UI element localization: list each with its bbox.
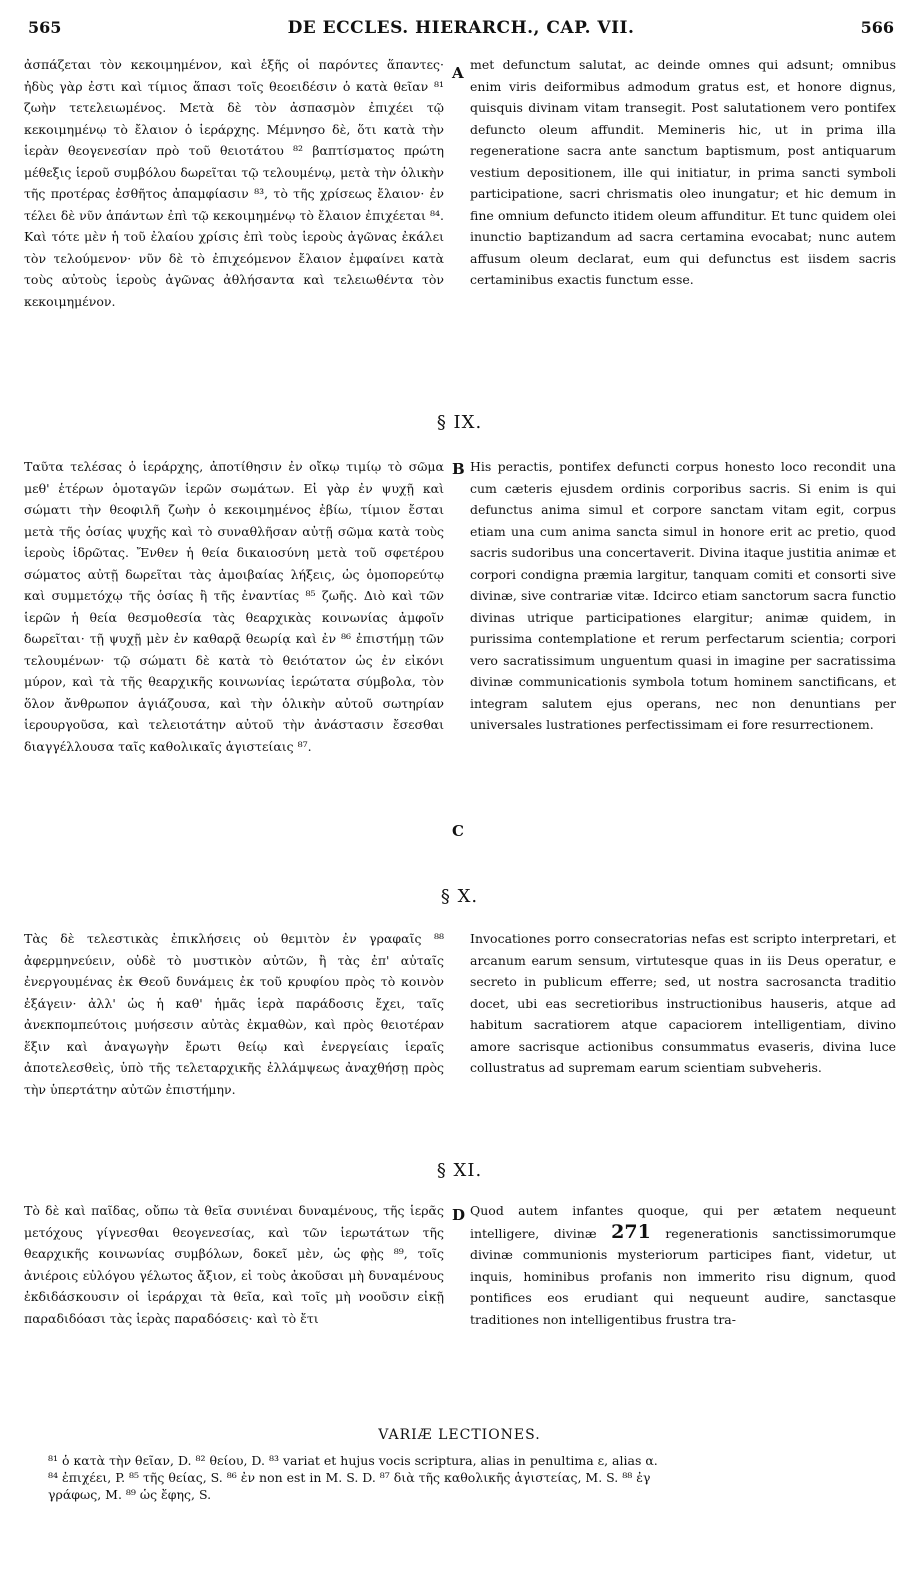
latin-column: met defunctum salutat, ac deinde omnes qui adsunt; omnibus enim viris deiformibus admodum gratus est, et honore dignus, quisquis divinam vitam transegit. Post salutationem vero pontifex defuncto oleum affundit. Memineris hic, ut in prima illa regeneratione sacra ante sanctum baptismum, post antiquarum vestium depositionem, ille qui initiatur, in prima sancti symboli participatione, sacri chrismatis oleo inungatur; et hic demum in fine omnium defuncto itidem oleum affunditur. Et tunc quidem olei inunctio baptizandum ad sacra certamina evocabat; nunc autem affusum oleum declarat, eum qui defunctus est iisdem sacris certaminibus exactis functum esse. — [470, 57, 896, 287]
latin-text-start: Quod autem infantes quoque, qui per ætatem nequeunt intelligere, divinæ — [470, 1203, 896, 1241]
latin-column: Invocationes porro consecratorias nefas est scripto interpretari, et arcanum earum sensum, virtutesque quas in iis Deus operatur, e secreto in publicum efferre; sed, ut nostra sacrosancta traditio docet, ubi eas secretioribus instructionibus hauseris, atque ad habitum sacratiorem atque capaciorem intelligentiam, divino amore sacrisque actionibus consummatus evaseris, divina luce collustratus ad supremam earum scientiam subveheris. — [470, 931, 896, 1075]
latin-column: His peractis, pontifex defuncti corpus honesto loco recondit una cum cæteris ejusdem ordinis corporibus sacris. Si enim is qui defunctus anima simul et corpore sanctam vitam egit, corpus etiam una cum anima sancta simul in honore erit ac pretio, quod sacris sudoribus una concertaverit. Divina itaque justitia animæ et corpori condigna præmia largitur, tanquam comiti et consorti sive divinæ, sive contrariæ vitæ. Idcirco etiam sanctorum sacra functio divinas utrique participationes elargitur; animæ quidem, in purissima contemplatione et rerum perfectarum scientia; corpori vero sacratissimum unguentum quasi in imagine per sacratissima divinæ communicationis symbola totum hominem sanctificans, et integram salutem ejus operans, nec non denuntians per universales lustrationes perfectissimam ei fore resurrectionem. — [470, 459, 896, 732]
variant-line-3: γράφως, M. ⁸⁹ ὡς ἔφης, S. — [48, 1487, 212, 1502]
section-x — [24, 928, 896, 1156]
greek-column: ἀσπάζεται τὸν κεκοιμημένον, καὶ ἑξῆς οἱ παρόντες ἅπαντες· ἠδὺς γὰρ ἐστι καὶ τίμιος ἅπασι τοῖς θεοειδέσιν ὁ κατὰ θεῖαν ⁸¹ ζωὴν τετελειωμένος. Μετὰ δὲ τὸν ἀσπασμὸν ἐπιχέει τῷ κεκοιμημένῳ τὸ ἔλαιον ὁ ἱεράρχης. Μέμνησο δὲ, ὅτι κατὰ τὴν ἱερὰν θεογενεσίαν πρὸ τοῦ θειοτάτου ⁸² βαπτίσματος πρώτη μέθεξις ἱεροῦ συμβόλου δωρεῖται τῷ τελουμένῳ, μετὰ τὴν ὁλικὴν τῆς προτέρας ἐσθῆτος ἀπαμφίασιν ⁸³, τὸ τῆς χρίσεως ἔλαιον· ἐν τέλει δὲ νῦν ἁπάντων ἐπὶ τῷ κεκοιμημένῳ τὸ ἔλαιον ἐπιχέεται ⁸⁴. Καὶ τότε μὲν ἡ τοῦ ἐλαίου χρίσις ἐπὶ τοὺς ἱεροὺς ἀγῶνας ἐκάλει τὸν τελούμενον· νῦν δὲ τὸ ἐπιχεόμενον ἔλαιον ἐμφαίνει κατὰ τοὺς αὐτοὺς ἱεροὺς ἀγῶνας ἀθλήσαντα καὶ τελειωθέντα τὸν κεκοιμημένον. — [24, 57, 444, 309]
page-number-right: 566 — [860, 18, 894, 37]
margin-marker-b: B — [452, 460, 465, 478]
variae-lectiones-title: VARIÆ LECTIONES. — [378, 1427, 541, 1443]
greek-column: Τὰς δὲ τελεστικὰς ἐπικλήσεις οὐ θεμιτὸν ἐν γραφαῖς ⁸⁸ ἀφερμηνεύειν, οὐδὲ τὸ μυστικὸν αὐτῶν, ἢ τὰς ἐπ' αὐταῖς ἐνεργουμένας ἐκ Θεοῦ δυνάμεις ἐκ τοῦ κρυφίου πρὸς τὸ κοινὸν ἐξάγειν· ἀλλ' ὡς ἡ καθ' ἡμᾶς ἱερὰ παράδοσις ἔχει, ταῖς ἀνεκπομπεύτοις μυήσεσιν αὐτὰς ἐκμαθὼν, καὶ πρὸς θειοτέραν ἕξιν καὶ ἀναγωγὴν ἔρωτι θείῳ καὶ ἐνεργείαις ἱεραῖς ἀποτελεσθεὶς, ὑπὸ τῆς τελεταρχικῆς ἐλλάμψεως ἀναχθήσῃ πρὸς τὴν ὑπερτάτην αὐτῶν ἐπιστήμην. — [24, 931, 444, 1097]
section-continuation — [24, 54, 896, 394]
page-number-left: 565 — [28, 18, 62, 37]
column-number: 271 — [611, 1220, 651, 1243]
variant-line-1: ⁸¹ ὁ κατὰ τὴν θεῖαν, D. ⁸² θείου, D. ⁸³ variat et hujus vocis scriptura, alias in penultima ε, alias α. — [48, 1453, 658, 1468]
variae-lectiones-notes — [48, 1452, 898, 1503]
margin-marker-d: D — [452, 1206, 466, 1224]
margin-marker-a: A — [452, 64, 464, 82]
variant-line-2: ⁸⁴ ἐπιχέει, P. ⁸⁵ τῆς θείας, S. ⁸⁶ ἐν non est in M. S. D. ⁸⁷ διὰ τῆς καθολικῆς ἁγιστείας, M. S. ⁸⁸ ἐγ — [48, 1470, 651, 1485]
running-title: DE ECCLES. HIERARCH., CAP. VII. — [287, 18, 635, 38]
greek-column: Τὸ δὲ καὶ παῖδας, οὔπω τὰ θεῖα συνιέναι δυναμένους, τῆς ἱερᾶς μετόχους γίγνεσθαι θεογενεσίας, καὶ τῶν ἱερωτάτων τῆς θεαρχικῆς κοινωνίας συμβόλων, δοκεῖ μὲν, ὡς φῂς ⁸⁹, τοῖς ἀνιέροις εὐλόγου γέλωτος ἄξιον, εἰ τοὺς ἀκοῦσαι μὴ δυναμένους ἐκδιδάσκουσιν οἱ ἱεράρχαι τὰ θεῖα, καὶ τοῖς μὴ νοοῦσιν εἰκῇ παραδιδόασι τὰς ἱερὰς παραδόσεις· καὶ τὸ ἔτι — [24, 1203, 444, 1326]
latin-column — [470, 1200, 896, 1380]
section-xi — [24, 1200, 896, 1380]
greek-column: Ταῦτα τελέσας ὁ ἱεράρχης, ἀποτίθησιν ἐν οἴκῳ τιμίῳ τὸ σῶμα μεθ' ἑτέρων ὁμοταγῶν ἱερῶν σωμάτων. Εἰ γὰρ ἐν ψυχῇ καὶ σώματι τὴν θεοφιλῆ ζωὴν ὁ κεκοιμημένος ἐβίω, τίμιον ἔσται μετὰ τῆς ὁσίας ψυχῆς καὶ τὸ συναθλῆσαν αὐτῇ σῶμα κατὰ τοὺς ἱεροὺς ἱδρῶτας. Ἔνθεν ἡ θεία δικαιοσύνη μετὰ τοῦ σφετέρου σώματος αὐτῇ δωρεῖται τὰς ἀμοιβαίας λήξεις, ὡς ὁμοπορεύτῳ καὶ συμμετόχῳ τῆς ὁσίας ἢ τῆς ἐναντίας ⁸⁵ ζωῆς. Διὸ καὶ τῶν ἱερῶν ἡ θεία θεσμοθεσία τὰς θεαρχικὰς κοινωνίας ἀμφοῖν δωρεῖται· τῇ ψυχῇ μὲν ἐν καθαρᾷ θεωρίᾳ καὶ ἐν ⁸⁶ ἐπιστήμῃ τῶν τελουμένων· τῷ σώματι δὲ κατὰ τὸ θειότατον ὡς ἐν εἰκόνι μύρον, καὶ τὰ τῆς θεαρχικῆς κοινωνίας ἱερώτατα σύμβολα, τὸν ὅλον ἄνθρωπον ἁγιάζουσα, καὶ τὴν ὁλικὴν αὐτοῦ σωτηρίαν ἱερουργοῦσα, καὶ τελειοτάτην αὐτοῦ τὴν ἀνάστασιν ἔσεσθαι διαγγέλλουσα ταῖς καθολικαῖς ἁγιστείαις ⁸⁷. — [24, 459, 444, 754]
section-heading-x: § X. — [440, 886, 479, 907]
section-heading-ix: § IX. — [436, 412, 483, 433]
margin-marker-c: C — [452, 822, 464, 840]
section-ix — [24, 456, 896, 870]
page-header — [28, 18, 894, 44]
section-heading-xi: § XI. — [436, 1160, 483, 1181]
latin-text-end: regenerationis sanctissimorumque divinæ communionis mysteriorum participes fiant, videtur, ut inquis, hominibus profanis non immerito risu dignum, quod pontifices eos erudiant qui nequeunt audire, sanctasque traditiones non intelligentibus frustra tra- — [470, 1225, 896, 1327]
